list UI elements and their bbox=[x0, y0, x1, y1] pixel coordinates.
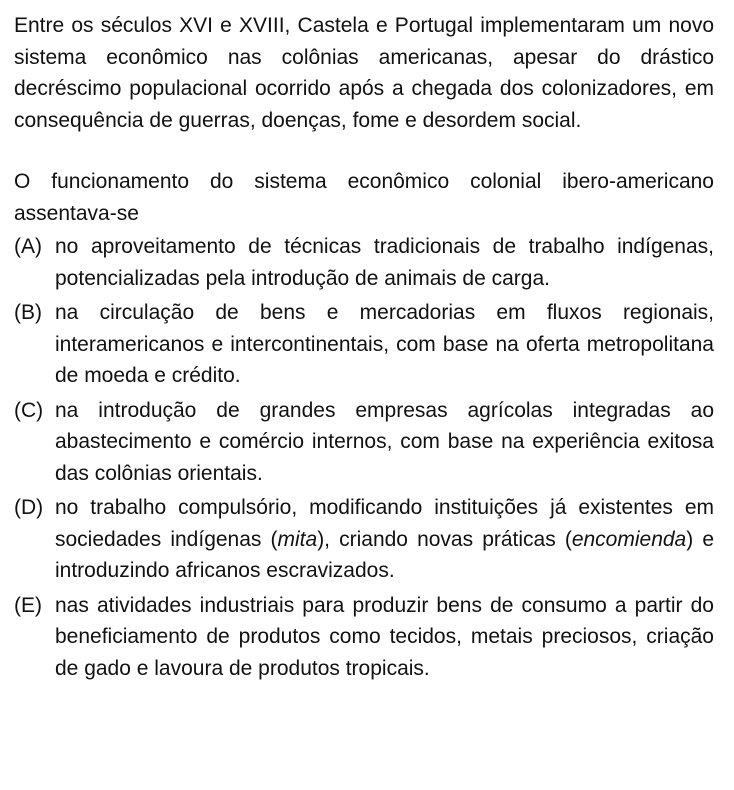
option-text: no aproveitamento de técnicas tradicionais de trabalho indígenas, potencializadas pela introdução de animais de carga. bbox=[55, 235, 714, 290]
option-letter: (C) bbox=[14, 398, 44, 422]
option-letter: (A) bbox=[14, 235, 42, 258]
option-letter: (E) bbox=[14, 593, 42, 617]
answer-options bbox=[14, 231, 714, 684]
intro-paragraph: Entre os séculos XVI e XVIII, Castela e Portugal implementaram um novo sistema econômico nas colônias americanas, apesar do drástico decréscimo populacional ocorrido após a chegada dos colonizadores, em consequência de guerras, doenças, fome e desordem social. bbox=[14, 14, 714, 132]
option-c[interactable] bbox=[14, 395, 714, 490]
option-letter: (D) bbox=[14, 496, 44, 519]
option-a[interactable] bbox=[14, 231, 714, 294]
question-stem: O funcionamento do sistema econômico colonial ibero-americano assentava-se bbox=[14, 170, 714, 225]
option-italic-term: encomienda bbox=[571, 527, 687, 551]
option-text-part: no trabalho compulsório, modificando instituições já existentes em sociedades indígenas ( bbox=[55, 496, 714, 551]
option-text bbox=[55, 492, 714, 587]
option-text-part: ), criando novas práticas ( bbox=[317, 527, 572, 551]
option-b[interactable] bbox=[14, 297, 714, 392]
option-text: na circulação de bens e mercadorias em fluxos regionais, interamericanos e intercontinentais, com base na oferta metropolitana de moeda e crédito. bbox=[55, 301, 714, 387]
option-e[interactable] bbox=[14, 590, 714, 685]
option-text-part: ) e introduzindo africanos escravizados. bbox=[55, 527, 714, 582]
option-d[interactable] bbox=[14, 492, 714, 587]
option-text: na introdução de grandes empresas agrícolas integradas ao abastecimento e comércio internos, com base na experiência exitosa das colônias orientais. bbox=[55, 398, 714, 485]
option-italic-term: mita bbox=[277, 527, 318, 551]
option-text: nas atividades industriais para produzir bens de consumo a partir do beneficiamento de produtos como tecidos, metais preciosos, criação de gado e lavoura de produtos tropicais. bbox=[55, 593, 714, 680]
option-letter: (B) bbox=[14, 301, 42, 324]
